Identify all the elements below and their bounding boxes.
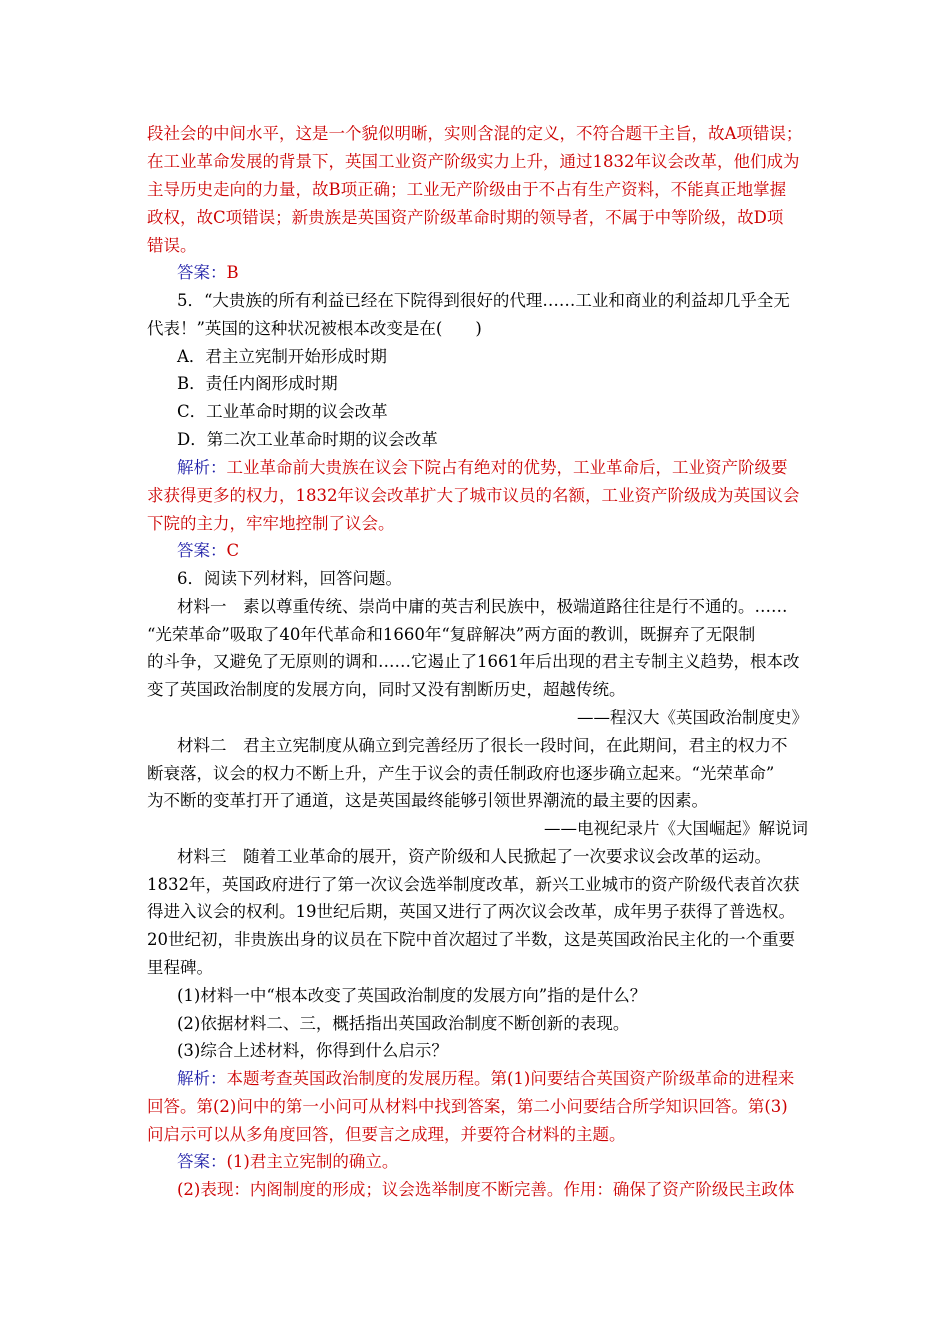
prev-analysis-line: 段社会的中间水平，这是一个貌似明晰，实则含混的定义，不符合题干主旨，故A项错误； (147, 124, 803, 143)
q5-analysis-line: 求获得更多的权力，1832年议会改革扩大了城市议员的名额，工业资产阶级成为英国议会 (147, 486, 800, 505)
q6-stem: 6．阅读下列材料，回答问题。 (177, 569, 402, 588)
q6-material-2-line: 断衰落，议会的权力不断上升，产生于议会的责任制政府也逐步确立起来。“光荣革命” (147, 764, 775, 783)
q5-analysis-line: 下院的主力，牢牢地控制了议会。 (147, 514, 395, 533)
q6-material-2-line: 为不断的变革打开了通道，这是英国最终能够引领世界潮流的最主要的因素。 (147, 791, 708, 810)
prev-analysis-line: 在工业革命发展的背景下，英国工业资产阶级实力上升，通过1832年议会改革，他们成为 (147, 152, 800, 171)
q6-analysis-line: 回答。第(2)问中的第一小问可从材料中找到答案，第二小问要结合所学知识回答。第(3) (147, 1097, 788, 1116)
answer-label: 答案： (177, 263, 227, 282)
q6-material-1-line: “光荣革命”吸取了40年代革命和1660年“复辟解决”两方面的教训，既摒弃了无限制 (147, 625, 756, 644)
answer-value: C (226, 541, 240, 560)
answer-text: (1)君主立宪制的确立。 (226, 1152, 399, 1171)
q5-answer (177, 541, 950, 561)
analysis-label: 解析： (177, 1069, 227, 1088)
q5-option-b: B．责任内阁形成时期 (177, 374, 338, 393)
q6-material-2-line: 材料二 君主立宪制度从确立到完善经历了很长一段时间，在此期间，君主的权力不 (177, 736, 788, 755)
q6-answer-1 (177, 1152, 950, 1172)
q6-analysis-line (177, 1069, 950, 1089)
q6-analysis-line: 问启示可以从多角度回答，但要言之成理，并要符合材料的主题。 (147, 1125, 626, 1144)
prev-analysis-line: 政权，故C项错误；新贵族是英国资产阶级革命时期的领导者，不属于中等阶级，故D项 (147, 208, 784, 227)
answer-label: 答案： (177, 541, 227, 560)
q6-material-3-line: 里程碑。 (147, 958, 213, 977)
prev-analysis-line: 主导历史走向的力量，故B项正确；工业无产阶级由于不占有生产资料，不能真正地掌握 (147, 180, 787, 199)
prev-answer (177, 263, 950, 283)
q6-material-3-line: 得进入议会的权利。19世纪后期，英国又进行了两次议会改革，成年男子获得了普选权。 (147, 902, 795, 921)
q6-material-1-line: 的斗争，又避免了无原则的调和……它遏止了1661年后出现的君主专制主义趋势，根本改 (147, 652, 800, 671)
q6-material-1-line: 变了英国政治制度的发展方向，同时又没有割断历史，超越传统。 (147, 680, 626, 699)
prev-analysis-line: 错误。 (147, 236, 197, 255)
q5-stem-line: 5．“大贵族的所有利益已经在下院得到很好的代理……工业和商业的利益却几乎全无 (177, 291, 790, 310)
q6-material-2-source: ——电视纪录片《大国崛起》解说词 (544, 819, 808, 838)
q5-option-a: A．君主立宪制开始形成时期 (177, 347, 387, 366)
q6-subquestion-3: (3)综合上述材料，你得到什么启示？ (177, 1041, 448, 1060)
q5-stem-line: 代表！”英国的这种状况被根本改变是在( ) (147, 319, 482, 338)
analysis-text: 工业革命前大贵族在议会下院占有绝对的优势，工业革命后，工业资产阶级要 (226, 458, 788, 477)
q6-answer-2: (2)表现：内阁制度的形成；议会选举制度不断完善。作用：确保了资产阶级民主政体 (177, 1180, 795, 1199)
q6-material-3-line: 材料三 随着工业革命的展开，资产阶级和人民掀起了一次要求议会改革的运动。 (177, 847, 771, 866)
q5-option-c: C．工业革命时期的议会改革 (177, 402, 388, 421)
q6-subquestion-1: (1)材料一中“根本改变了英国政治制度的发展方向”指的是什么？ (177, 986, 647, 1005)
q6-material-1-source: ——程汉大《英国政治制度史》 (577, 708, 808, 727)
answer-label: 答案： (177, 1152, 227, 1171)
q6-material-1-line: 材料一 素以尊重传统、崇尚中庸的英吉利民族中，极端道路往往是行不通的。…… (177, 597, 788, 616)
analysis-label: 解析： (177, 458, 227, 477)
q6-material-3-line: 1832年，英国政府进行了第一次议会选举制度改革，新兴工业城市的资产阶级代表首次获 (147, 875, 800, 894)
q6-material-3-line: 20世纪初，非贵族出身的议员在下院中首次超过了半数，这是英国政治民主化的一个重要 (147, 930, 795, 949)
q5-analysis-line (177, 458, 950, 478)
q5-option-d: D．第二次工业革命时期的议会改革 (177, 430, 438, 449)
answer-value: B (226, 263, 239, 282)
q6-subquestion-2: (2)依据材料二、三，概括指出英国政治制度不断创新的表现。 (177, 1014, 630, 1033)
analysis-text: 本题考查英国政治制度的发展历程。第(1)问要结合英国资产阶级革命的进程来 (226, 1069, 795, 1088)
